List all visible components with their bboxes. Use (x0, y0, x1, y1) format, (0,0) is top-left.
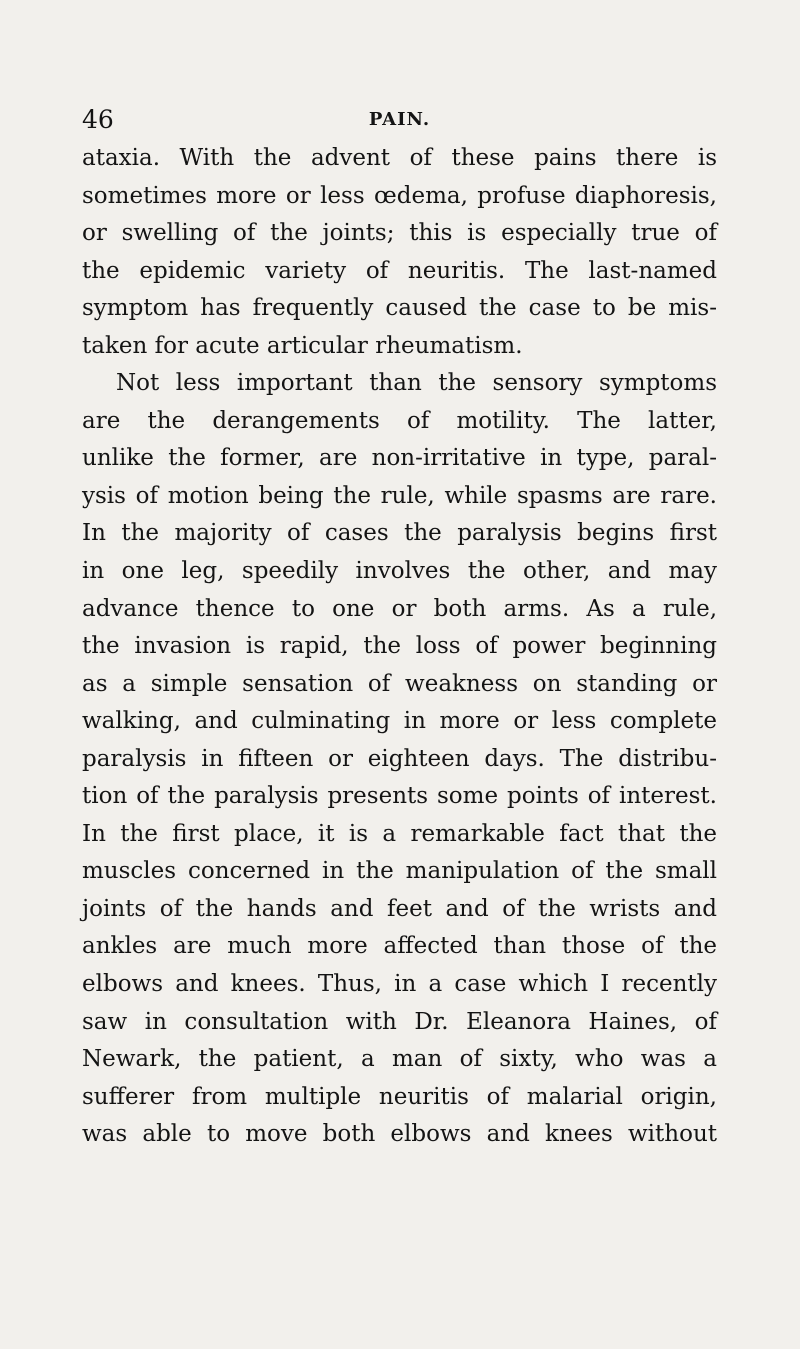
text-line: In the majority of cases the paralysis begins first (82, 520, 717, 547)
text-line: ataxia. With the advent of these pains there is (82, 145, 717, 171)
text-line: advance thence to one or both arms. As a rule, (82, 595, 717, 622)
text-line: in one leg, speedily involves the other, and may (82, 558, 717, 585)
text-line: are the derangements of motility. The latter, (82, 407, 717, 434)
text-line: In the first place, it is a remarkable fact that the (82, 820, 717, 847)
body-text (82, 140, 717, 1154)
page-number: 46 (82, 105, 114, 134)
text-line: saw in consultation with Dr. Eleanora Haines, of (82, 1008, 717, 1035)
text-line: walking, and culminating in more or less complete (82, 708, 717, 735)
text-line: or swelling of the joints; this is especially true of (82, 220, 717, 247)
text-line: was able to move both elbows and knees without (82, 1121, 717, 1148)
text-line: ankles are much more affected than those of the (82, 933, 717, 960)
text-line: Newark, the patient, a man of sixty, who was a (82, 1046, 717, 1073)
text-line: paralysis in fifteen or eighteen days. The distribu- (82, 745, 717, 772)
text-line: as a simple sensation of weakness on standing or (82, 670, 717, 697)
text-line: the invasion is rapid, the loss of power beginning (82, 633, 717, 660)
text-line: the epidemic variety of neuritis. The last-named (82, 257, 717, 284)
running-head: PAIN. (368, 109, 431, 130)
text-line: joints of the hands and feet and of the wrists and (82, 895, 717, 922)
text-line: muscles concerned in the manipulation of the small (82, 858, 717, 885)
text-line: elbows and knees. Thus, in a case which I recently (82, 971, 717, 998)
page-header (82, 100, 717, 140)
text-line: sufferer from multiple neuritis of malarial origin, (82, 1083, 717, 1110)
text-line: symptom has frequently caused the case to be mis- (82, 295, 717, 322)
text-line: taken for acute articular rheumatism. (82, 332, 523, 359)
text-line: tion of the paralysis presents some points of interest. (82, 783, 717, 810)
text-line: sometimes more or less œdema, profuse diaphoresis, (82, 182, 717, 209)
text-line: Not less important than the sensory symptoms (116, 370, 717, 397)
text-line: unlike the former, are non-irritative in type, paral- (82, 445, 717, 472)
text-line: ysis of motion being the rule, while spasms are rare. (82, 482, 717, 509)
